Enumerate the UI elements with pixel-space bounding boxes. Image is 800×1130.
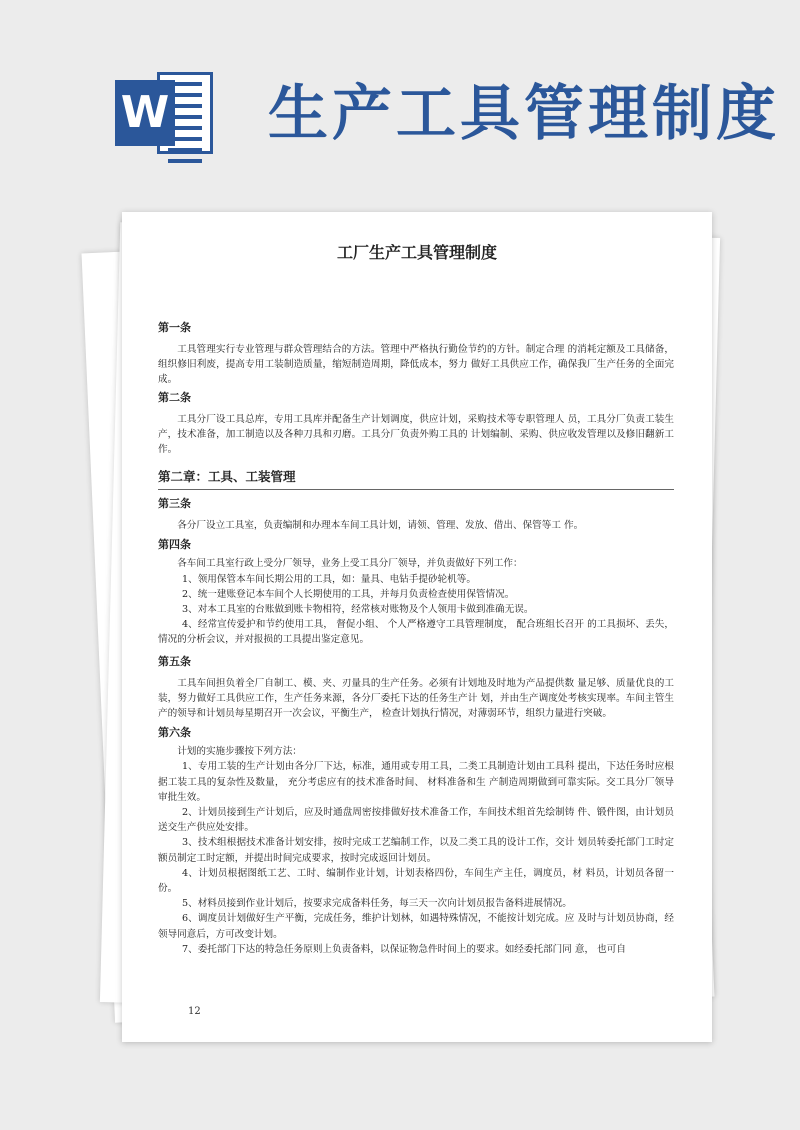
list-item: 1、领用保管本车间长期公用的工具，如：量具、电钻手提砂轮机等。	[182, 573, 476, 585]
article-heading: 第一条	[158, 321, 191, 334]
paragraph: 工具车间担负着全厂自制工、模、夹、刃量具的生产任务。必须有计划地及时地为产品提供数 量足够、质量优良的工装，努力做好工具供应工作，生产任务来源，各分厂委托下达的任务生产计 划，并由生产调度处考核实现率。车间主管生产的领导和计划员每星期召开一次会议，平衡生产， 检查计划执行情况，对薄弱环节，组织力量进行突破。	[158, 677, 674, 720]
list-item: 3、技术组根据技术准备计划安排，按时完成工艺编制工作，以及二类工具的设计工作，交计 划员转委托部门工时定额员制定工时定额，并提出时间完成要求，按时完成返回计划员。	[158, 837, 674, 864]
word-document-icon	[115, 72, 213, 154]
paragraph: 各分厂设立工具室，负责编制和办理本车间工具计划，请领、管理、发放、借出、保管等工 作。	[177, 520, 584, 532]
article-heading: 第五条	[158, 654, 191, 668]
list-item: 2、计划员接到生产计划后，应及时通盘周密按排做好技术准备工作，车间技术组首先绘制铸 件、锻件图，由计划员送交生产供应处安排。	[158, 807, 674, 834]
document-page	[122, 212, 712, 1042]
chapter-heading: 第二章：工具、工装管理	[158, 467, 674, 490]
article-heading: 第四条	[158, 538, 191, 552]
banner-title: 生产工具管理制度	[268, 79, 780, 149]
paragraph: 计划的实施步骤按下列方法：	[177, 746, 302, 758]
document-title: 工厂生产工具管理制度	[336, 243, 497, 262]
article-heading: 第六条	[158, 726, 191, 740]
list-item: 3、对本工具室的台账做到账卡物相符，经常核对账物及个人领用卡做到准确无误。	[182, 604, 534, 616]
list-item: 4、经常宣传爱护和节约使用工具， 督促小组、 个人严格遵守工具管理制度， 配合班组长召开 的工具损坏、丢失，情况的分析会议，并对报损的工具提出鉴定意见。	[158, 619, 674, 646]
paragraph: 工具管理实行专业管理与群众管理结合的方法。管理中严格执行勤俭节约的方针。制定合理 的消耗定额及工具储备，组织修旧利废，提高专用工装制造质量，缩短制造周期，降低成本，努力 做好工具供应工作，确保我厂生产任务的全面完成。	[158, 344, 674, 386]
page-number: 12	[188, 1006, 201, 1017]
list-item: 4、计划员根据图纸工艺、工时、编制作业计划，计划表格四份，车间生产主任，调度员，材 料员，计划员各留一份。	[158, 867, 674, 895]
word-logo-letter: W	[115, 80, 175, 146]
article-heading: 第二条	[158, 390, 191, 404]
list-item: 6、调度员计划做好生产平衡，完成任务，维护计划林，如遇特殊情况，不能按计划完成。应 及时与计划员协商，经领导同意后，方可改变计划。	[158, 913, 674, 940]
list-item: 1、专用工装的生产计划由各分厂下达，标准，通用或专用工具，二类工具制造计划由工具科 提出，下达任务时应根据工装工具的复杂性及数量， 充分考虑应有的技术准备时间、 材料准备和生 产制造周期做到可靠实际。交工具分厂领导审批生效。	[158, 761, 674, 803]
list-item: 5、材料员接到作业计划后，按要求完成备料任务，每三天一次向计划员报告备料进展情况。	[182, 898, 572, 910]
list-item: 7、委托部门下达的特急任务原则上负责备料，以保证物急件时间上的要求。如经委托部门同 意， 也可自	[182, 943, 626, 955]
paragraph: 工具分厂设工具总库，专用工具库并配备生产计划调度，供应计划，采购技术等专职管理人 员，工具分厂负责工装生产，技术准备，加工制造以及各种刀具和刃磨。工具分厂负责外购工具的 计划编制、采购、供应收发管理以及修旧翻新工作。	[158, 413, 674, 456]
banner	[0, 0, 800, 200]
list-item: 2、统一建账登记本车间个人长期使用的工具，并每月负责检查使用保管情况。	[182, 588, 515, 600]
document-body	[158, 320, 674, 957]
paragraph: 各车间工具室行政上受分厂领导，业务上受工具分厂领导，并负责做好下列工作：	[177, 558, 523, 570]
article-heading: 第三条	[158, 497, 191, 511]
